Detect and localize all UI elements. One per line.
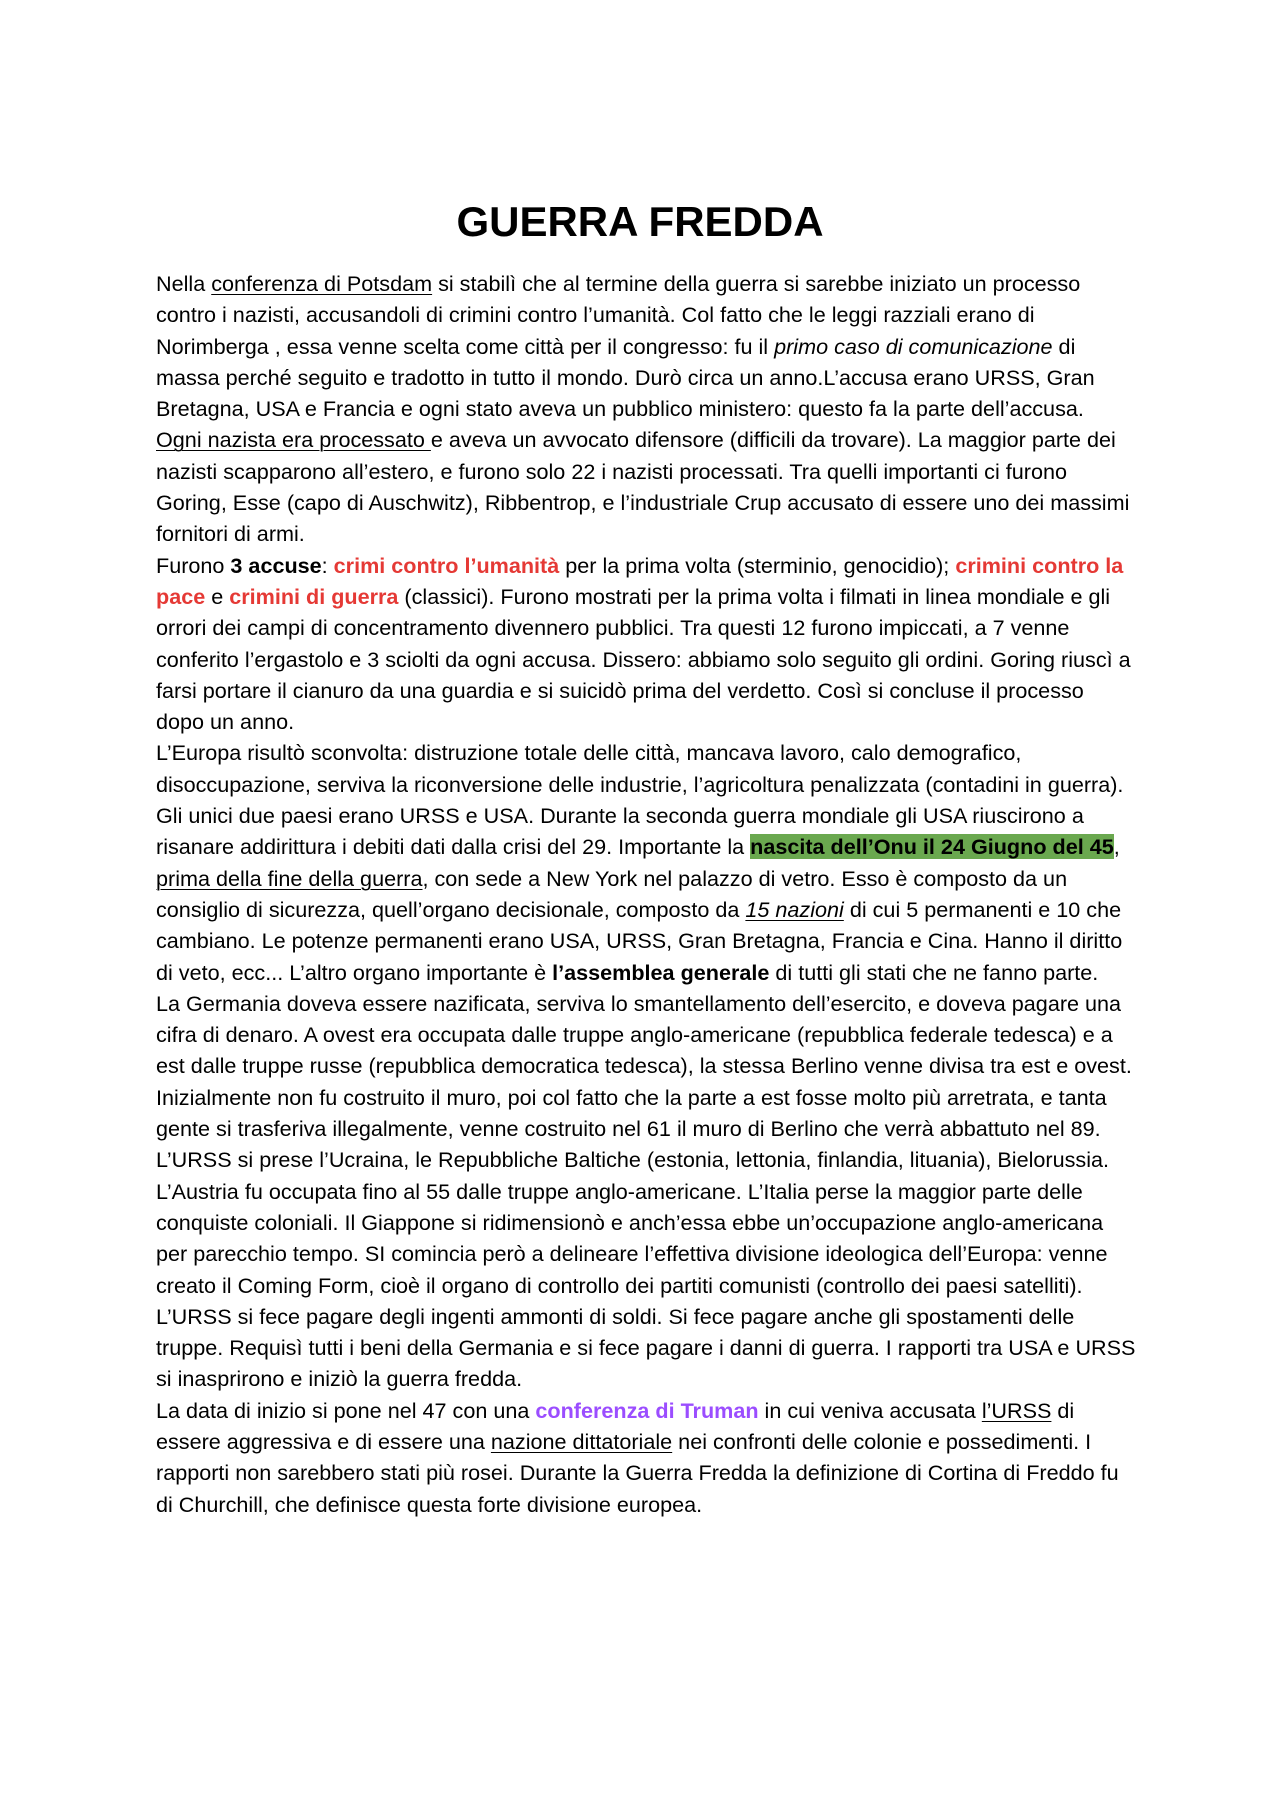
text-run: La data di inizio si pone nel 47 con una (156, 1397, 536, 1423)
underlined-text: prima della fine della guerra (156, 865, 423, 891)
underlined-italic-text: 15 nazioni (745, 896, 844, 922)
text-run: L’Europa risultò sconvolta: distruzione totale delle città, mancava lavoro, calo demografico, disoccupazione, serviva la riconversione delle industrie, l’agricoltura penalizzata (contadini in guerra). Gli unici due paesi erano URSS e USA. Durante la seconda guerra mondiale gli USA riuscirono a risanare addirittura i debiti dati dalla crisi del 29. Importante la (156, 740, 1124, 860)
red-highlight-text: crimini contro la pace (156, 552, 1124, 609)
bold-text: l’assemblea generale (552, 959, 770, 985)
text-run: in cui veniva accusata (758, 1397, 982, 1423)
text-run: e aveva un avvocato difensore (difficili da trovare). La maggior parte dei nazisti scapparono all’estero, e furono solo 22 i nazisti processati. Tra quelli importanti ci furono Goring, Esse (capo di Auschwitz), Ribbentrop, e l’industriale Crup accusato di essere uno dei massimi fornitori di armi. (156, 427, 1130, 547)
underlined-text: conferenza di Potsdam (211, 271, 433, 296)
red-highlight-text: crimini di guerra (229, 583, 399, 609)
paragraph-accuse (156, 550, 1136, 738)
text-run: per la prima volta (sterminio, genocidio); (559, 552, 956, 578)
paragraph-potsdam (156, 268, 1136, 424)
document-body (156, 268, 1136, 1520)
italic-text: primo caso di comunicazione (774, 333, 1053, 359)
page-title: GUERRA FREDDA (456, 198, 824, 245)
text-run: di tutti gli stati che ne fanno parte. (769, 959, 1099, 985)
underlined-text: nazione dittatoriale (490, 1428, 673, 1454)
underlined-text: l’URSS (981, 1397, 1052, 1423)
text-run: e (205, 583, 230, 609)
paragraph-truman (156, 1395, 1136, 1520)
text-run: di essere aggressiva e di essere una (156, 1397, 1075, 1454)
text-run: , con sede a New York nel palazzo di vetro. Esso è composto da un consiglio di sicurezza, quell’organo decisionale, composto da (156, 865, 1068, 922)
text-run: si stabilì che al termine della guerra si sarebbe iniziato un processo contro i nazisti, accusandoli di crimini contro l’umanità. Col fatto che le leggi razziali erano di Norimberga , essa venne scelta come città per il congresso: fu il (156, 271, 1081, 359)
paragraph-germania (156, 988, 1136, 1144)
text-run: : (321, 552, 334, 578)
text-run: Nella (156, 271, 212, 296)
paragraph-urss (156, 1144, 1136, 1394)
text-run: nei confronti delle colonie e possedimenti. I rapporti non sarebbero stati più rosei. Durante la Guerra Fredda la definizione di Cortina di Freddo fu di Churchill, che definisce questa forte divisione europea. (156, 1428, 1119, 1517)
paragraph-europa-onu (156, 737, 1136, 987)
red-highlight-text: crimi contro l’umanità (333, 552, 560, 578)
green-highlight-text: nascita dell’Onu il 24 Giugno del 45 (750, 834, 1114, 860)
paragraph-processo (156, 424, 1136, 549)
text-run: Furono (156, 552, 231, 578)
text-run: , (1113, 834, 1120, 860)
underlined-text: Ogni nazista era processato (156, 427, 431, 453)
text-run: di cui 5 permanenti e 10 che cambiano. Le potenze permanenti erano USA, URSS, Gran Bretagna, Francia e Cina. Hanno il diritto di veto, ecc... L’altro organo importante è (156, 896, 1123, 985)
text-run: La Germania doveva essere nazificata, serviva lo smantellamento dell’esercito, e doveva pagare una cifra di denaro. A ovest era occupata dalle truppe anglo-americane (repubblica federale tedesca) e a est dalle truppe russe (repubblica democratica tedesca), la stessa Berlino venne divisa tra est e ovest. Inizialmente non fu costruito il muro, poi col fatto che la parte a est fosse molto più arretrata, e tanta gente si trasferiva illegalmente, venne costruito nel 61 il muro di Berlino che verrà abbattuto nel 89. (156, 990, 1132, 1142)
text-run: (classici). Furono mostrati per la prima volta i filmati in linea mondiale e gli orrori dei campi di concentramento divennero pubblici. Tra questi 12 furono impiccati, a 7 venne conferito l’ergastolo e 3 sciolti da ogni accusa. Dissero: abbiamo solo seguito gli ordini. Goring riuscì a farsi portare il cianuro da una guardia e si suicidò prima del verdetto. Così si concluse il processo dopo un anno. (156, 583, 1131, 735)
bold-text: 3 accuse (230, 552, 322, 578)
text-run: di massa perché seguito e tradotto in tutto il mondo. Durò circa un anno.L’accusa erano URSS, Gran Bretagna, USA e Francia e ogni stato aveva un pubblico ministero: questo fa la parte dell’accusa. (156, 333, 1095, 422)
text-run: L’URSS si prese l’Ucraina, le Repubbliche Baltiche (estonia, lettonia, finlandia, lituania), Bielorussia. L’Austria fu occupata fino al 55 dalle truppe anglo-americane. L’Italia perse la maggior parte delle conquiste coloniali. Il Giappone si ridimensionò e anch’essa ebbe un’occupazione anglo-americana per parecchio tempo. SI comincia però a delineare l’effettiva divisione ideologica dell’Europa: venne creato il Coming Form, cioè il organo di controllo dei partiti comunisti (controllo dei paesi satelliti). L’URSS si fece pagare degli ingenti ammonti di soldi. Si fece pagare anche gli spostamenti delle truppe. Requisì tutti i beni della Germania e si fece pagare i danni di guerra. I rapporti tra USA e URSS si inasprirono e iniziò la guerra fredda. (156, 1147, 1136, 1392)
purple-highlight-text: conferenza di Truman (535, 1397, 759, 1423)
